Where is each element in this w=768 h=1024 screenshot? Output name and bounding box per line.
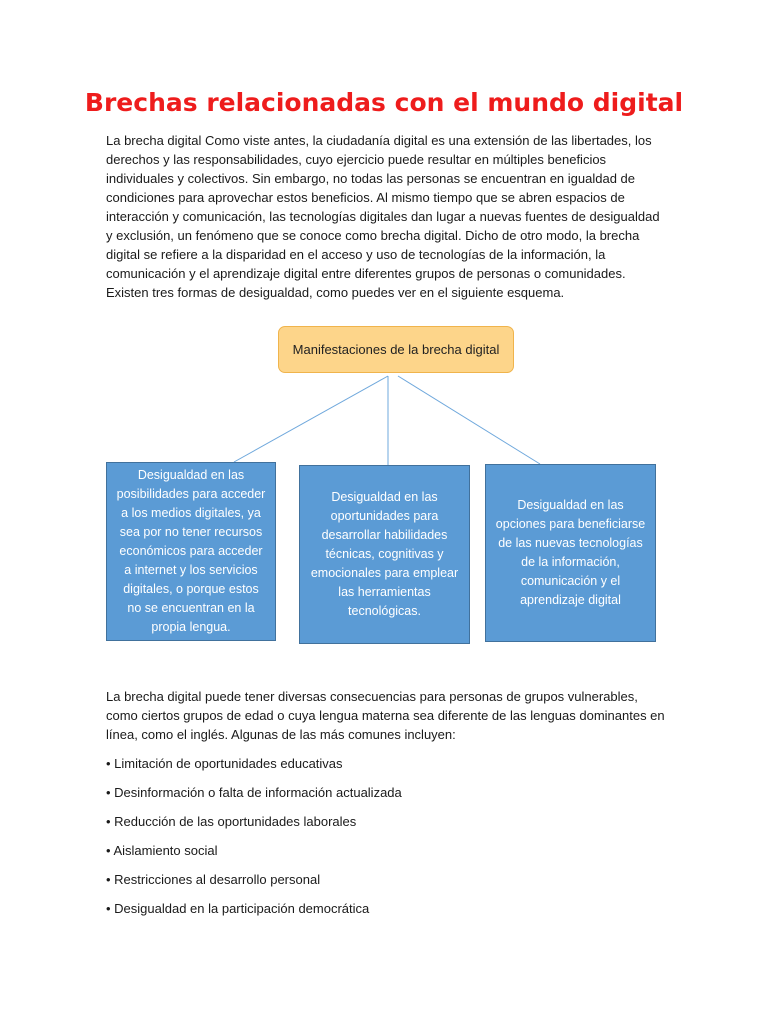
list-item: • Reducción de las oportunidades laborales <box>106 814 357 829</box>
diagram-child-box-skills <box>299 465 470 644</box>
intro-paragraph: La brecha digital Como viste antes, la ciudadanía digital es una extensión de las libertades, los derechos y las responsabilidades, cuyo ejercicio puede resultar en múltiples beneficios individuales y colectivos. Sin embargo, no todas las personas se encuentran en igualdad de condiciones para aprovechar estos beneficios. Al mismo tiempo que se abren espacios de interacción y comunicación, las tecnologías digitales dan lugar a nuevas fuentes de desigualdad y exclusión, un fenómeno que se conoce como brecha digital. Dicho de otro modo, la brecha digital se refiere a la disparidad en el acceso y uso de tecnologías de la información, la comunicación y el aprendizaje digital entre diferentes grupos de personas o comunidades. Existen tres formas de desigualdad, como puedes ver en el siguiente esquema. <box>106 133 660 300</box>
list-item: • Aislamiento social <box>106 843 218 858</box>
diagram-child-text: Desigualdad en las opciones para beneficiarse de las nuevas tecnologías de la información, comunicación y el aprendizaje digital <box>495 498 646 607</box>
list-item: • Restricciones al desarrollo personal <box>106 872 321 887</box>
concept-diagram <box>0 320 768 650</box>
page-title: Brechas relacionadas con el mundo digital <box>84 88 684 117</box>
diagram-child-text: Desigualdad en las oportunidades para desarrollar habilidades técnicas, cognitivas y emocionales para emplear las herramientas tecnológicas. <box>310 490 459 618</box>
diagram-child-box-benefits <box>485 464 656 642</box>
list-item: • Desigualdad en la participación democrática <box>106 901 370 916</box>
consequences-list <box>106 754 402 928</box>
consequences-paragraph: La brecha digital puede tener diversas consecuencias para personas de grupos vulnerables, como ciertos grupos de edad o cuya lengua materna sea diferente de las lenguas dominantes en línea, como el inglés. Algunas de las más comunes incluyen: <box>106 689 665 742</box>
diagram-child-box-access <box>106 462 276 641</box>
connector-line-3 <box>398 376 540 464</box>
diagram-child-text: Desigualdad en las posibilidades para acceder a los medios digitales, ya sea por no tener recursos económicos para acceder a internet y los servicios digitales, o porque estos no se encuentran en la propia lengua. <box>116 468 266 634</box>
connector-line-1 <box>234 376 388 462</box>
list-item: • Limitación de oportunidades educativas <box>106 756 343 771</box>
diagram-root-box: Manifestaciones de la brecha digital <box>278 326 514 373</box>
list-item: • Desinformación o falta de información actualizada <box>106 785 402 800</box>
